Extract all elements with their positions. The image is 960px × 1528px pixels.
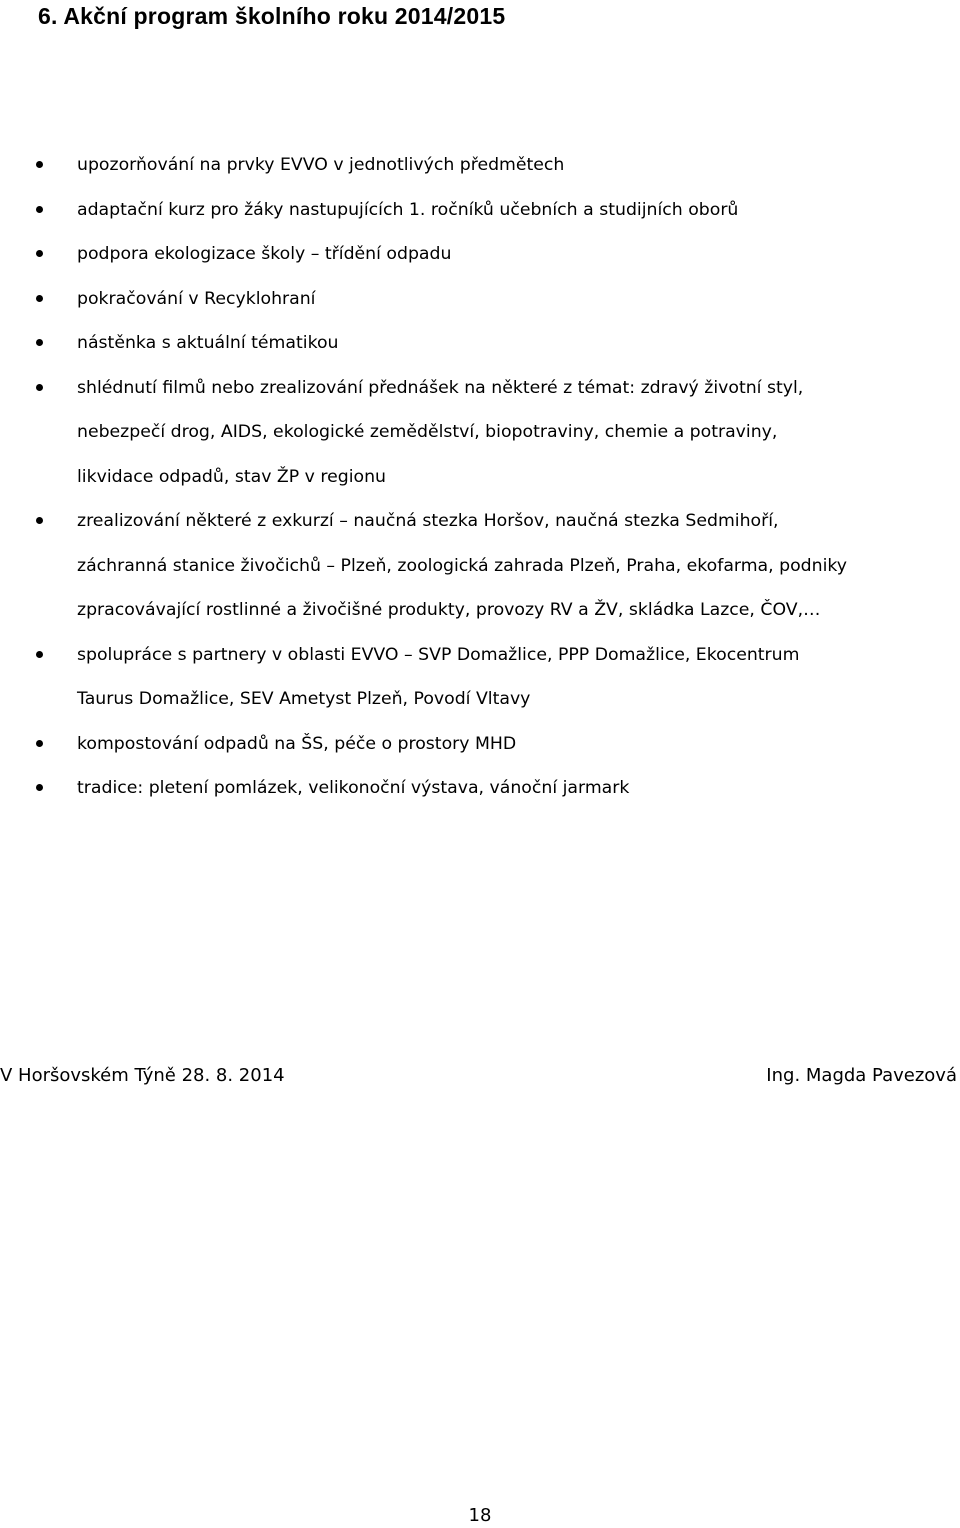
list-item: [0, 366, 960, 500]
place-and-date: V Horšovském Týně 28. 8. 2014: [0, 1065, 285, 1086]
bullet-icon: [36, 740, 43, 747]
list-item-text: shlédnutí filmů nebo zrealizování přednášek na některé z témat: zdravý životní styl, nebezpečí drog, AIDS, ekologické zemědělství, biopotraviny, chemie a potraviny, likvidace odpadů, stav ŽP v regionu: [77, 377, 804, 487]
list-item-text: zrealizování některé z exkurzí – naučná stezka Horšov, naučná stezka Sedmihoří, záchranná stanice živočichů – Plzeň, zoologická zahrada Plzeň, Praha, ekofarma, podniky zpracovávající rostlinné a živočišné produkty, provozy RV a ŽV, skládka Lazce, ČOV,…: [77, 511, 848, 620]
list-item: [0, 499, 960, 633]
list-item-text: nástěnka s aktuální tématikou: [77, 333, 339, 353]
list-item-text: spolupráce s partnery v oblasti EVVO – SVP Domažlice, PPP Domažlice, Ekocentrum Taurus Domažlice, SEV Ametyst Plzeň, Povodí Vltavy: [77, 644, 800, 709]
bullet-icon: [36, 250, 43, 257]
list-item: [0, 766, 960, 811]
list-item-text: upozorňování na prvky EVVO v jednotlivých předmětech: [77, 155, 565, 175]
bullet-icon: [36, 384, 43, 391]
bullet-icon: [36, 206, 43, 213]
list-item-text: tradice: pletení pomlázek, velikonoční výstava, vánoční jarmark: [77, 778, 630, 798]
list-item-text: kompostování odpadů na ŠS, péče o prostory MHD: [77, 733, 517, 754]
list-item-text: adaptační kurz pro žáky nastupujících 1. ročníků učebních a studijních oborů: [77, 199, 739, 220]
bullet-icon: [36, 784, 43, 791]
page-number: 18: [468, 1505, 492, 1526]
bullet-icon: [36, 517, 43, 524]
list-item: [0, 722, 960, 767]
list-item-text: podpora ekologizace školy – třídění odpadu: [77, 244, 452, 264]
action-program-list: [0, 143, 960, 811]
bullet-icon: [36, 339, 43, 346]
bullet-icon: [36, 295, 43, 302]
section-heading: 6. Akční program školního roku 2014/2015: [38, 3, 506, 29]
signature-name: Ing. Magda Pavezová: [766, 1065, 957, 1086]
list-item: [0, 188, 960, 233]
list-item: [0, 232, 960, 277]
list-item-text: pokračování v Recyklohraní: [77, 288, 316, 309]
bullet-icon: [36, 651, 43, 658]
list-item: [0, 277, 960, 322]
list-item: [0, 321, 960, 366]
list-item: [0, 633, 960, 722]
list-item: [0, 143, 960, 188]
bullet-icon: [36, 161, 43, 168]
